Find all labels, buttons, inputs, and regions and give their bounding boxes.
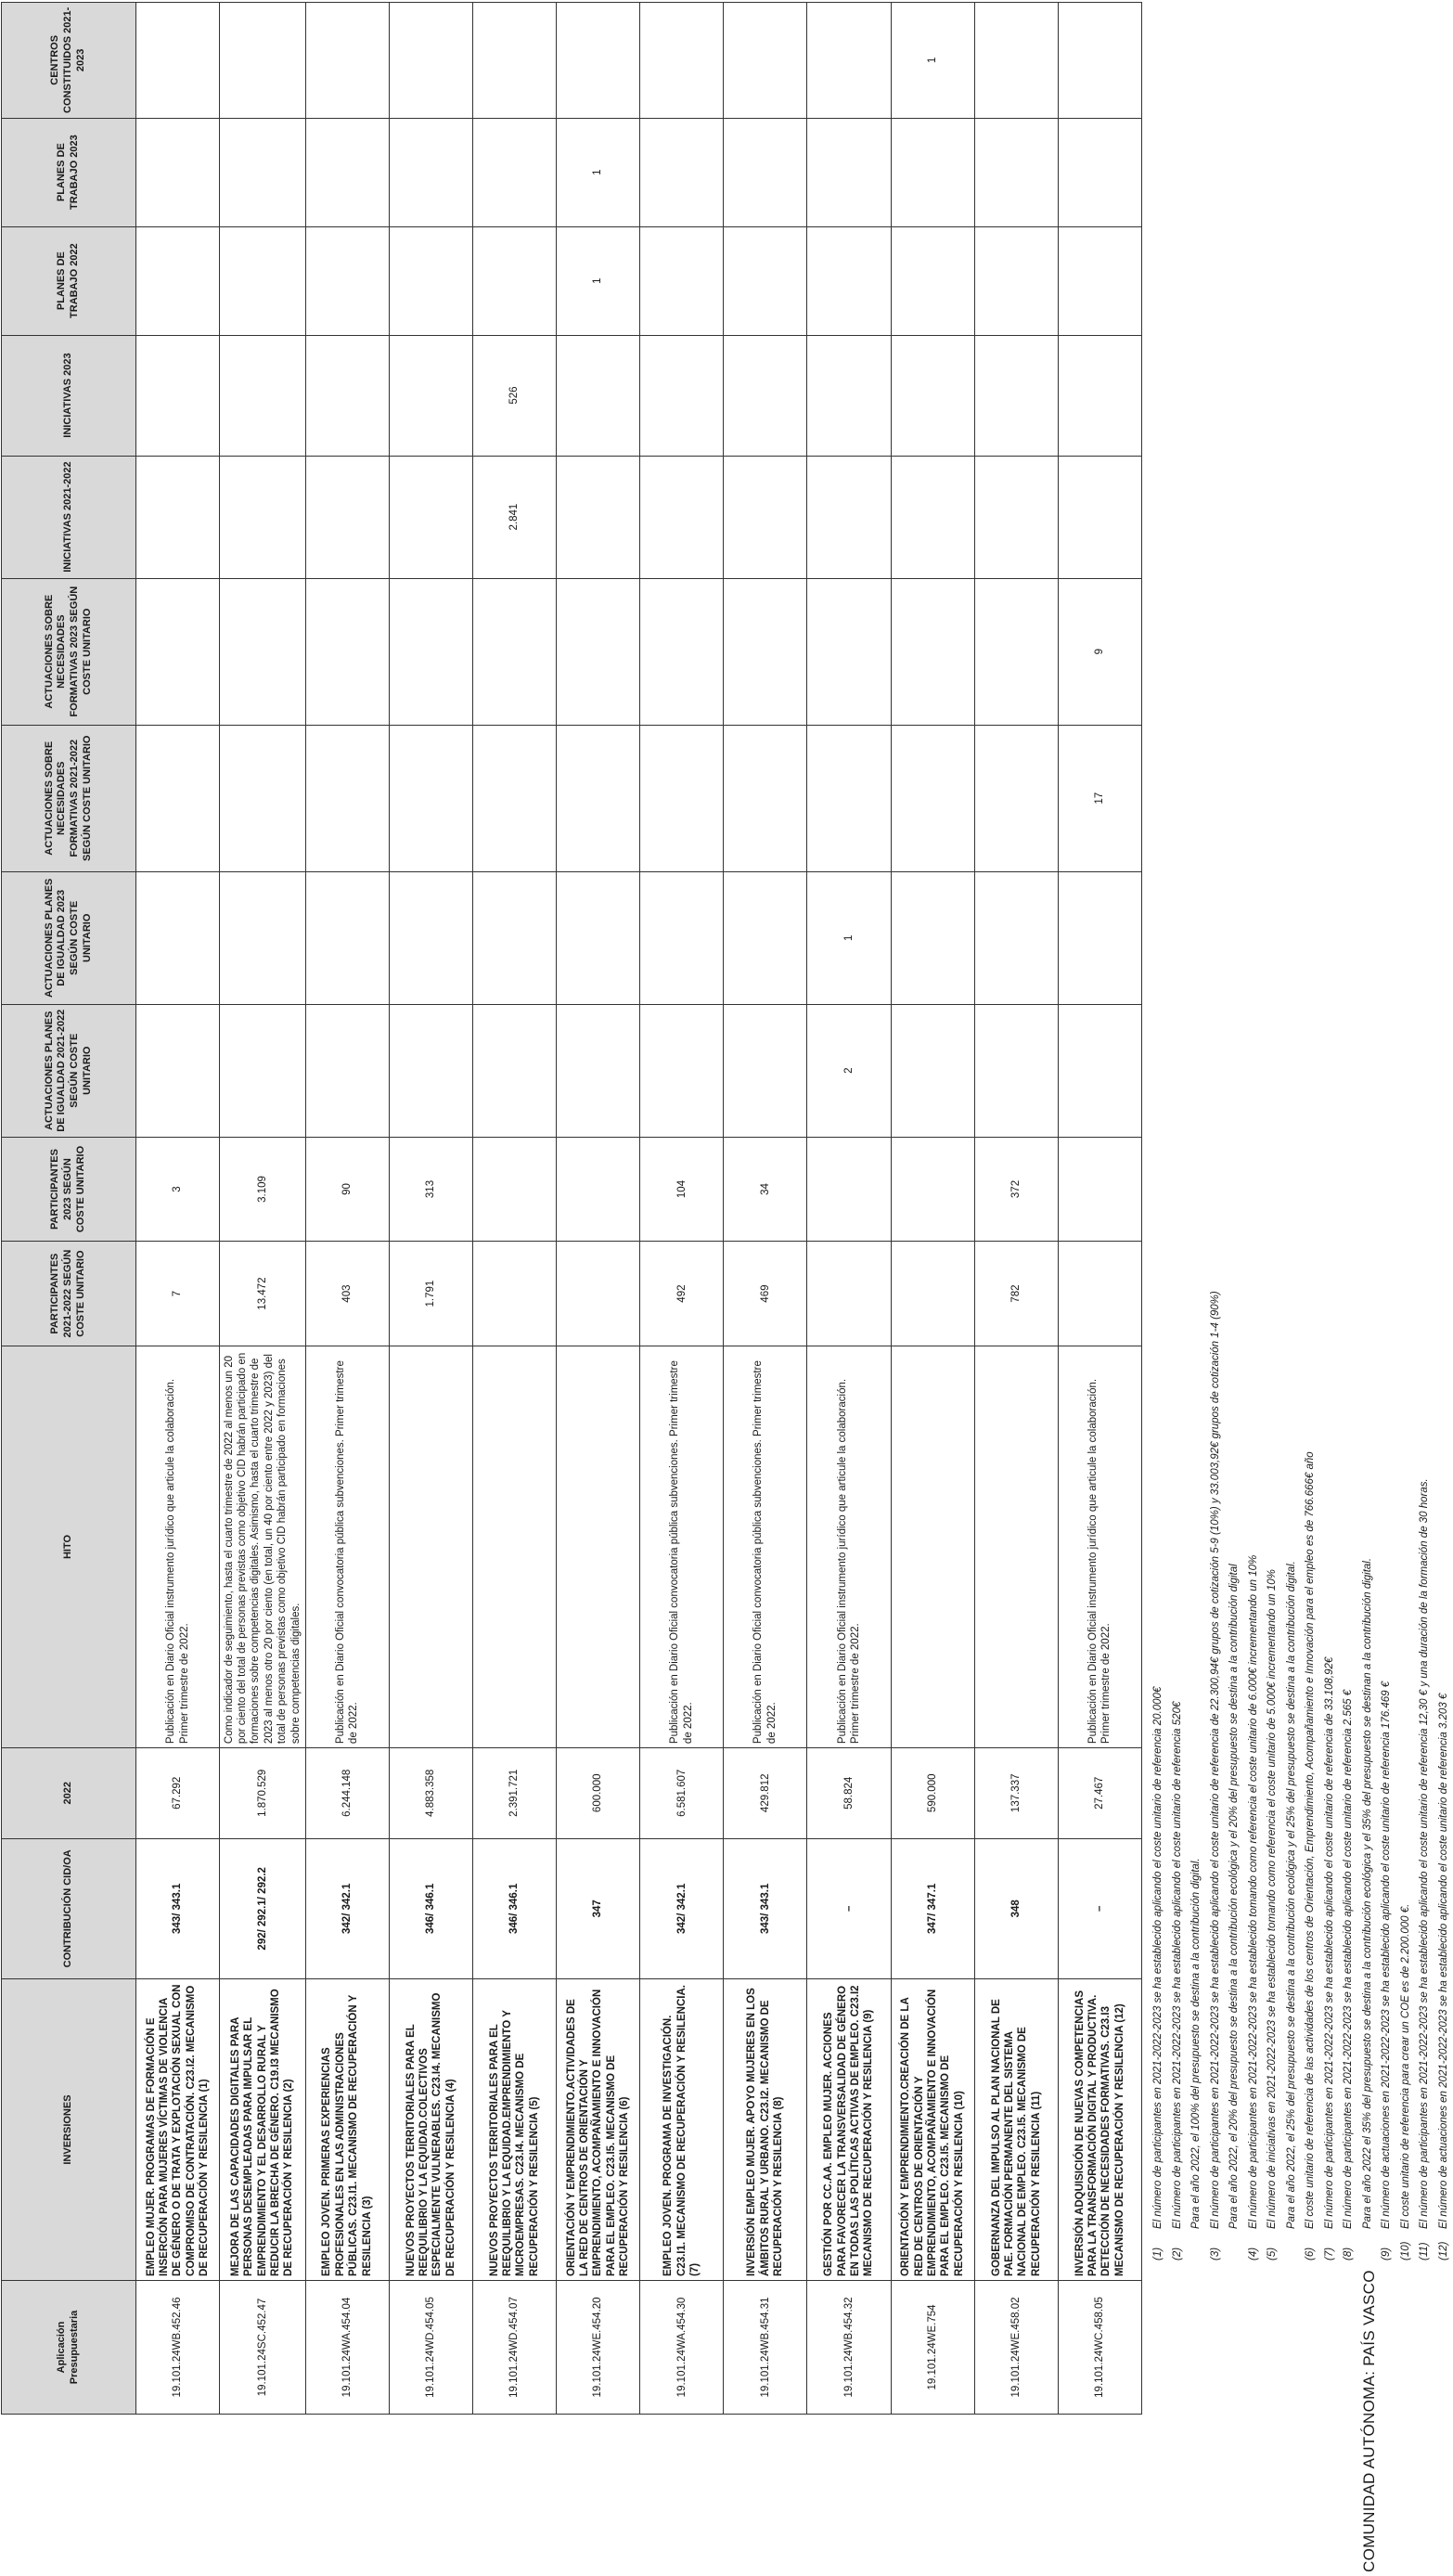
footnote-number bbox=[1358, 2229, 1378, 2260]
contribution-cell: 342/ 342.1 bbox=[640, 1838, 724, 1979]
footnote-number bbox=[1282, 2229, 1302, 2260]
contribution-cell: 347 bbox=[556, 1838, 639, 1979]
work-plans-2022-cell bbox=[891, 226, 974, 335]
equality-actions-2021-2022-cell: 2 bbox=[807, 1004, 891, 1137]
footnote-text: El número de participantes en 2021-2022-2023 se ha establecido aplicando el coste unitario de referencia de 33.108,92€ bbox=[1323, 1656, 1335, 2229]
footnote bbox=[1301, 33, 1320, 2260]
footnote bbox=[1358, 33, 1378, 2260]
participants-2021-2022-cell: 1.791 bbox=[389, 1242, 472, 1346]
header-cell: HITO bbox=[2, 1346, 136, 1747]
footnote bbox=[1320, 33, 1340, 2260]
initiatives-2021-2022-cell bbox=[305, 456, 389, 578]
footnote bbox=[1187, 33, 1206, 2260]
investment-cell: MEJORA DE LAS CAPACIDADES DIGITALES PARA PERSONAS DESEMPLEADAS PARA IMPULSAR EL EMPRENDIMIENTO Y EL DESARROLLO RURAL Y REDUCIR LA BRECHA DE GÉNERO. C19.I3 MECANISMO DE RECUPERACIÓN Y RESILENCIA (2) bbox=[220, 1979, 305, 2281]
footnote bbox=[1415, 33, 1434, 2260]
initiatives-2023-cell bbox=[891, 335, 974, 456]
centers-2021-2023-cell bbox=[724, 3, 807, 119]
work-plans-2023-cell: 1 bbox=[556, 118, 639, 226]
participants-2023-cell: 3.109 bbox=[220, 1137, 305, 1242]
milestone-cell bbox=[891, 1346, 974, 1747]
header-cell: PLANES DE TRABAJO 2023 bbox=[2, 118, 136, 226]
footnote-number: (11) bbox=[1419, 2242, 1430, 2260]
equality-actions-2023-cell bbox=[640, 871, 724, 1004]
work-plans-2023-cell bbox=[136, 118, 220, 226]
work-plans-2023-cell bbox=[1058, 118, 1141, 226]
initiatives-2021-2022-cell bbox=[1058, 456, 1141, 578]
work-plans-2023-cell bbox=[640, 118, 724, 226]
participants-2021-2022-cell: 469 bbox=[724, 1242, 807, 1346]
table-row bbox=[974, 3, 1058, 2415]
initiatives-2023-cell bbox=[220, 335, 305, 456]
equality-actions-2021-2022-cell bbox=[974, 1004, 1058, 1137]
milestone-cell bbox=[974, 1346, 1058, 1747]
work-plans-2022-cell: 1 bbox=[556, 226, 639, 335]
training-needs-2023-cell bbox=[807, 578, 891, 725]
training-needs-2023-cell bbox=[389, 578, 472, 725]
contribution-cell: – bbox=[1058, 1838, 1141, 1979]
training-needs-2021-2022-cell bbox=[974, 725, 1058, 871]
equality-actions-2021-2022-cell bbox=[220, 1004, 305, 1137]
work-plans-2022-cell bbox=[1058, 226, 1141, 335]
amount-2022-cell: 58.824 bbox=[807, 1748, 891, 1838]
footnote-number: (6) bbox=[1305, 2247, 1316, 2260]
initiatives-2021-2022-cell bbox=[136, 456, 220, 578]
training-needs-2023-cell bbox=[305, 578, 389, 725]
region-title: COMUNIDAD AUTÓNOMA: PAÍS VASCO bbox=[1360, 2270, 1378, 2572]
work-plans-2023-cell bbox=[389, 118, 472, 226]
training-needs-2023-cell bbox=[220, 578, 305, 725]
participants-2021-2022-cell: 7 bbox=[136, 1242, 220, 1346]
initiatives-2023-cell bbox=[305, 335, 389, 456]
initiatives-2021-2022-cell bbox=[807, 456, 891, 578]
training-needs-2023-cell bbox=[974, 578, 1058, 725]
training-needs-2021-2022-cell bbox=[220, 725, 305, 871]
work-plans-2022-cell bbox=[220, 226, 305, 335]
milestone-cell bbox=[389, 1346, 472, 1747]
budget-line-cell: 19.101.24WE.754 bbox=[891, 2280, 974, 2414]
training-needs-2021-2022-cell bbox=[136, 725, 220, 871]
footnote-number bbox=[1187, 2229, 1206, 2260]
equality-actions-2021-2022-cell bbox=[136, 1004, 220, 1137]
header-cell: ACTUACIONES SOBRE NECESIDADES FORMATIVAS 2021-2022 SEGÚN COSTE UNITARIO bbox=[2, 725, 136, 871]
participants-2021-2022-cell bbox=[1058, 1242, 1141, 1346]
work-plans-2023-cell bbox=[807, 118, 891, 226]
participants-2021-2022-cell: 782 bbox=[974, 1242, 1058, 1346]
initiatives-2023-cell bbox=[556, 335, 639, 456]
training-needs-2021-2022-cell bbox=[305, 725, 389, 871]
initiatives-2023-cell bbox=[389, 335, 472, 456]
footnote-number: (12) bbox=[1437, 2241, 1449, 2260]
budget-line-cell: 19.101.24WE.454.20 bbox=[556, 2280, 639, 2414]
participants-2023-cell: 372 bbox=[974, 1137, 1058, 1242]
footnote-text: El número de participantes en 2021-2022-2023 se ha establecido aplicando el coste unitario de referencia 20.000€ bbox=[1152, 1686, 1164, 2229]
budget-line-cell: 19.101.24WD.454.05 bbox=[389, 2280, 472, 2414]
amount-2022-cell: 137.337 bbox=[974, 1748, 1058, 1838]
header-cell: CONTRIBUCIÓN CID/OA bbox=[2, 1838, 136, 1979]
table-row bbox=[136, 3, 220, 2415]
amount-2022-cell: 590.000 bbox=[891, 1748, 974, 1838]
footnote bbox=[1263, 33, 1282, 2260]
participants-2021-2022-cell: 403 bbox=[305, 1242, 389, 1346]
centers-2021-2023-cell bbox=[136, 3, 220, 119]
work-plans-2023-cell bbox=[472, 118, 556, 226]
table-row bbox=[305, 3, 389, 2415]
initiatives-2021-2022-cell: 2.841 bbox=[472, 456, 556, 578]
contribution-cell: 342/ 342.1 bbox=[305, 1838, 389, 1979]
equality-actions-2021-2022-cell bbox=[1058, 1004, 1141, 1137]
milestone-cell: Publicación en Diario Oficial convocatoria pública subvenciones. Primer trimestre de 2022. bbox=[640, 1346, 724, 1747]
contribution-cell: 346/ 346.1 bbox=[472, 1838, 556, 1979]
table-row bbox=[1058, 3, 1141, 2415]
footnote-number: (9) bbox=[1381, 2247, 1392, 2260]
amount-2022-cell: 2.391.721 bbox=[472, 1748, 556, 1838]
milestone-cell: Como indicador de seguimiento, hasta el cuarto trimestre de 2022 al menos un 20 por ciento del total de personas previstas como objetivo CID habrán participado en formaciones sobre competencias digitales. Asimismo, hasta el cuarto trimestre de 2023 al menos otro 20 por ciento (en total, un 40 por ciento entre 2022 y 2023) del total de personas previstas como objetivo CID habrán participado en formaciones sobre competencias digitales. bbox=[220, 1346, 305, 1747]
centers-2021-2023-cell bbox=[220, 3, 305, 119]
table-row bbox=[640, 3, 724, 2415]
participants-2021-2022-cell bbox=[891, 1242, 974, 1346]
work-plans-2023-cell bbox=[891, 118, 974, 226]
work-plans-2022-cell bbox=[974, 226, 1058, 335]
participants-2023-cell: 3 bbox=[136, 1137, 220, 1242]
equality-actions-2021-2022-cell bbox=[891, 1004, 974, 1137]
table-row bbox=[556, 3, 639, 2415]
equality-actions-2023-cell bbox=[891, 871, 974, 1004]
equality-actions-2023-cell bbox=[220, 871, 305, 1004]
footnote bbox=[1244, 33, 1264, 2260]
equality-actions-2021-2022-cell bbox=[472, 1004, 556, 1137]
centers-2021-2023-cell bbox=[556, 3, 639, 119]
amount-2022-cell: 67.292 bbox=[136, 1748, 220, 1838]
footnote-text: Para el año 2022, el 25% del presupuesto se destina a la contribución ecológica y el 25% del presupuesto se destina a la contribución digital. bbox=[1285, 1561, 1297, 2229]
header-cell: CENTROS CONSTITUIDOS 2021-2023 bbox=[2, 3, 136, 119]
participants-2021-2022-cell: 13.472 bbox=[220, 1242, 305, 1346]
footnote bbox=[1396, 33, 1416, 2260]
investment-cell: EMPLEO JOVEN. PROGRAMA DE INVESTIGACIÓN. C23.I1. MECANISMO DE RECUPERACIÓN Y RESILENCIA. (7) bbox=[640, 1979, 724, 2281]
equality-actions-2021-2022-cell bbox=[305, 1004, 389, 1137]
footnotes bbox=[1149, 33, 1453, 2260]
footnote bbox=[1282, 33, 1302, 2260]
footnote-text: El número de participantes en 2021-2022-2023 se ha establecido tomando como referencia el coste unitario de 6.000€ incrementando un 10% bbox=[1247, 1554, 1259, 2229]
initiatives-2023-cell bbox=[136, 335, 220, 456]
footnote-number: (8) bbox=[1343, 2247, 1354, 2260]
header-cell: INICIATIVAS 2021-2022 bbox=[2, 456, 136, 578]
investment-cell: INVERSIÓN EMPLEO MUJER. APOYO MUJERES EN LOS ÁMBITOS RURAL Y URBANO. C23.I2. MECANISMO DE RECUPERACIÓN Y RESILENCIA (8) bbox=[724, 1979, 807, 2281]
participants-2023-cell bbox=[807, 1137, 891, 1242]
initiatives-2021-2022-cell bbox=[974, 456, 1058, 578]
header-cell: PLANES DE TRABAJO 2022 bbox=[2, 226, 136, 335]
centers-2021-2023-cell bbox=[974, 3, 1058, 119]
footnote-text: El número de participantes en 2021-2022-2023 se ha establecido aplicando el coste unitario de referencia 520€ bbox=[1171, 1701, 1183, 2229]
footnote-number: (5) bbox=[1267, 2247, 1278, 2260]
contribution-cell: 343/ 343.1 bbox=[724, 1838, 807, 1979]
header-cell: PARTICIPANTES 2023 SEGÚN COSTE UNITARIO bbox=[2, 1137, 136, 1242]
footnote-text: Para el año 2022, el 100% del presupuesto se destina a la contribución digital. bbox=[1190, 1858, 1202, 2229]
equality-actions-2023-cell bbox=[472, 871, 556, 1004]
initiatives-2023-cell bbox=[1058, 335, 1141, 456]
budget-line-cell: 19.101.24WC.458.05 bbox=[1058, 2280, 1141, 2414]
investment-cell: ORIENTACIÓN Y EMPRENDIMIENTO.CREACIÓN DE LA RED DE CENTROS DE ORIENTACIÓN Y EMPRENDIMIENTO, ACOMPAÑAMIENTO E INNOVACIÓN PARA EL EMPLEO. C23.I5. MECANISMO DE RECUPERACIÓN Y RESILENCIA (10) bbox=[891, 1979, 974, 2281]
equality-actions-2023-cell: 1 bbox=[807, 871, 891, 1004]
participants-2021-2022-cell bbox=[807, 1242, 891, 1346]
contribution-cell: 348 bbox=[974, 1838, 1058, 1979]
amount-2022-cell: 1.870.529 bbox=[220, 1748, 305, 1838]
milestone-cell: Publicación en Diario Oficial convocatoria pública subvenciones. Primer trimestre de 2022. bbox=[724, 1346, 807, 1747]
footnote-number: (10) bbox=[1399, 2241, 1411, 2260]
centers-2021-2023-cell bbox=[640, 3, 724, 119]
footnote bbox=[1225, 33, 1244, 2260]
header-cell: INICIATIVAS 2023 bbox=[2, 335, 136, 456]
initiatives-2023-cell: 526 bbox=[472, 335, 556, 456]
initiatives-2021-2022-cell bbox=[640, 456, 724, 578]
table-row bbox=[220, 3, 305, 2415]
contribution-cell: 343/ 343.1 bbox=[136, 1838, 220, 1979]
initiatives-2021-2022-cell bbox=[724, 456, 807, 578]
centers-2021-2023-cell bbox=[305, 3, 389, 119]
initiatives-2023-cell bbox=[974, 335, 1058, 456]
centers-2021-2023-cell bbox=[389, 3, 472, 119]
training-needs-2023-cell: 9 bbox=[1058, 578, 1141, 725]
footnote-text: Para el año 2022, el 20% del presupuesto se destina a la contribución ecológica y el 20% del presupuesto se destina a la contribución digital bbox=[1228, 1564, 1240, 2229]
equality-actions-2021-2022-cell bbox=[724, 1004, 807, 1137]
investment-cell: NUEVOS PROYECTOS TERRITORIALES PARA EL REEQUILIBRIO Y LA EQUIDAD.COLECTIVOS ESPECIALMENTE VULNERABLES. C23.I4. MECANISMO DE RECUPERACIÓN Y RESILENCIA (4) bbox=[389, 1979, 472, 2281]
participants-2021-2022-cell bbox=[556, 1242, 639, 1346]
participants-2023-cell: 90 bbox=[305, 1137, 389, 1242]
investment-cell: EMPLEO JOVEN. PRIMERAS EXPERIENCIAS PROFESIONALES EN LAS ADMINISTRACIONES PÚBLICAS. C23.I1. MECANISMO DE RECUPERACIÓN Y RESILENCIA (3) bbox=[305, 1979, 389, 2281]
equality-actions-2023-cell bbox=[724, 871, 807, 1004]
contribution-cell: 292/ 292.1/ 292.2 bbox=[220, 1838, 305, 1979]
footnote-text: Para el año 2022 el 35% del presupuesto se destina a la contribución ecológica y el 35% del presupuesto se destinan a la contribución digital. bbox=[1361, 1557, 1373, 2229]
footnote-text: El coste unitario de referencia de las actividades de los centros de Orientación, Emprendimiento, Acompañamiento e Innovación para el empleo es de 766.666€ año bbox=[1305, 1451, 1316, 2229]
work-plans-2022-cell bbox=[305, 226, 389, 335]
work-plans-2023-cell bbox=[220, 118, 305, 226]
work-plans-2022-cell bbox=[640, 226, 724, 335]
work-plans-2022-cell bbox=[472, 226, 556, 335]
table-row bbox=[891, 3, 974, 2415]
footnote-text: El número de participantes en 2021-2022-2023 se ha establecido aplicando el coste unitario de referencia de 22.300,94€ grupos de cotización 5-9 (10%) y 33.003,92€ grupos de cotización 1-4 (90%) bbox=[1209, 1291, 1221, 2229]
header-cell: INVERSIONES bbox=[2, 1979, 136, 2281]
budget-line-cell: 19.101.24WE.458.02 bbox=[974, 2280, 1058, 2414]
budget-line-cell: 19.101.24WA.454.04 bbox=[305, 2280, 389, 2414]
milestone-cell: Publicación en Diario Oficial instrumento jurídico que articule la colaboración. Primer trimestre de 2022. bbox=[1058, 1346, 1141, 1747]
training-needs-2021-2022-cell bbox=[807, 725, 891, 871]
training-needs-2023-cell bbox=[891, 578, 974, 725]
footnote bbox=[1339, 33, 1358, 2260]
footnote-number: (3) bbox=[1209, 2247, 1221, 2260]
footnote-text: El número de participantes en 2021-2022-2023 se ha establecido aplicando el coste unitario de referencia 2.565 € bbox=[1343, 1689, 1354, 2229]
header-cell: ACTUACIONES SOBRE NECESIDADES FORMATIVAS 2023 SEGÚN COSTE UNITARIO bbox=[2, 578, 136, 725]
header-cell: 2022 bbox=[2, 1748, 136, 1838]
amount-2022-cell: 4.883.358 bbox=[389, 1748, 472, 1838]
participants-2023-cell: 104 bbox=[640, 1137, 724, 1242]
budget-line-cell: 19.101.24WB.454.31 bbox=[724, 2280, 807, 2414]
participants-2023-cell: 34 bbox=[724, 1137, 807, 1242]
participants-2023-cell bbox=[472, 1137, 556, 1242]
work-plans-2023-cell bbox=[974, 118, 1058, 226]
participants-2021-2022-cell: 492 bbox=[640, 1242, 724, 1346]
milestone-cell: Publicación en Diario Oficial instrumento jurídico que articule la colaboración. Primer trimestre de 2022. bbox=[807, 1346, 891, 1747]
contribution-cell: – bbox=[807, 1838, 891, 1979]
budget-line-cell: 19.101.24WA.454.30 bbox=[640, 2280, 724, 2414]
participants-2021-2022-cell bbox=[472, 1242, 556, 1346]
equality-actions-2023-cell bbox=[556, 871, 639, 1004]
budget-table bbox=[1, 2, 1142, 2415]
equality-actions-2023-cell bbox=[389, 871, 472, 1004]
participants-2023-cell bbox=[891, 1137, 974, 1242]
equality-actions-2023-cell bbox=[305, 871, 389, 1004]
initiatives-2021-2022-cell bbox=[556, 456, 639, 578]
table-row bbox=[807, 3, 891, 2415]
footnote-number: (7) bbox=[1323, 2247, 1335, 2260]
participants-2023-cell bbox=[1058, 1137, 1141, 1242]
investment-cell: EMPLEO MUJER. PROGRAMAS DE FORMACIÓN E INSERCIÓN PARA MUJERES VÍCTIMAS DE VIOLENCIA DE GÉNERO O DE TRATA Y EXPLOTACIÓN SEXUAL CON COMPROMISO DE CONTRATACIÓN. C23.I2. MECANISMO DE RECUPERACIÓN Y RESILENCIA (1) bbox=[136, 1979, 220, 2281]
amount-2022-cell: 27.467 bbox=[1058, 1748, 1141, 1838]
milestone-cell bbox=[556, 1346, 639, 1747]
initiatives-2021-2022-cell bbox=[220, 456, 305, 578]
footnote-text: El número de actuaciones en 2021-2022-2023 se ha establecido aplicando el coste unitario de referencia 176.469 € bbox=[1381, 1681, 1392, 2229]
investment-cell: GESTIÓN POR CC.AA. EMPLEO MUJER. ACCIONES PARA FAVORECER LA TRANSVERSALIDAD DE GÉNERO EN TODAS LAS POLÍTICAS ACTIVAS DE EMPLEO. C23.I2 MECANISMO DE RECUPERACIÓN Y RESILENCIA (9) bbox=[807, 1979, 891, 2281]
equality-actions-2023-cell bbox=[1058, 871, 1141, 1004]
initiatives-2023-cell bbox=[724, 335, 807, 456]
work-plans-2022-cell bbox=[724, 226, 807, 335]
training-needs-2021-2022-cell bbox=[640, 725, 724, 871]
footnote-number bbox=[1225, 2229, 1244, 2260]
header-cell: PARTICIPANTES 2021-2022 SEGÚN COSTE UNITARIO bbox=[2, 1242, 136, 1346]
footnote-text: El número de participantes en 2021-2022-2023 se ha establecido aplicando el coste unitario de referencia 12,30 € y una duración de la formación de 30 horas. bbox=[1419, 1478, 1430, 2229]
work-plans-2023-cell bbox=[305, 118, 389, 226]
training-needs-2023-cell bbox=[136, 578, 220, 725]
footnote-text: El coste unitario de referencia para crear un COE es de 2.200.000 €. bbox=[1399, 1903, 1411, 2229]
training-needs-2021-2022-cell bbox=[891, 725, 974, 871]
equality-actions-2023-cell bbox=[974, 871, 1058, 1004]
participants-2023-cell: 313 bbox=[389, 1137, 472, 1242]
centers-2021-2023-cell: 1 bbox=[891, 3, 974, 119]
initiatives-2023-cell bbox=[807, 335, 891, 456]
budget-line-cell: 19.101.24WB.452.46 bbox=[136, 2280, 220, 2414]
investment-cell: INVERSIÓN ADQUISICIÓN DE NUEVAS COMPETENCIAS PARA LA TRANSFORMACIÓN DIGITAL Y PRODUCTIVA. DETECCIÓN DE NECESIDADES FORMATIVAS. C23.I3 MECANISMO DE RECUPERACIÓN Y RESILENCIA (12) bbox=[1058, 1979, 1141, 2281]
footnote-number: (2) bbox=[1171, 2247, 1183, 2260]
work-plans-2022-cell bbox=[807, 226, 891, 335]
footnote-text: El número de iniciativas en 2021-2022-2023 se ha establecido tomando como referencia el coste unitario de 5.000€ incrementando un 10% bbox=[1267, 1569, 1278, 2229]
footnote bbox=[1206, 33, 1226, 2260]
training-needs-2023-cell bbox=[472, 578, 556, 725]
contribution-cell: 346/ 346.1 bbox=[389, 1838, 472, 1979]
initiatives-2023-cell bbox=[640, 335, 724, 456]
footnote bbox=[1168, 33, 1188, 2260]
training-needs-2021-2022-cell bbox=[556, 725, 639, 871]
milestone-cell: Publicación en Diario Oficial convocatoria pública subvenciones. Primer trimestre de 2022. bbox=[305, 1346, 389, 1747]
equality-actions-2023-cell bbox=[136, 871, 220, 1004]
table-row bbox=[472, 3, 556, 2415]
budget-line-cell: 19.101.24WB.454.32 bbox=[807, 2280, 891, 2414]
initiatives-2021-2022-cell bbox=[891, 456, 974, 578]
training-needs-2021-2022-cell bbox=[472, 725, 556, 871]
footnote-text: El número de actuaciones en 2021-2022-2023 se ha establecido aplicando el coste unitario de referencia 3.203 € bbox=[1437, 1693, 1449, 2229]
footnote bbox=[1377, 33, 1396, 2260]
work-plans-2023-cell bbox=[724, 118, 807, 226]
milestone-cell: Publicación en Diario Oficial instrumento jurídico que articule la colaboración. Primer trimestre de 2022. bbox=[136, 1346, 220, 1747]
work-plans-2022-cell bbox=[136, 226, 220, 335]
training-needs-2021-2022-cell: 17 bbox=[1058, 725, 1141, 871]
amount-2022-cell: 429.812 bbox=[724, 1748, 807, 1838]
footnote-number: (4) bbox=[1247, 2247, 1259, 2260]
header-cell: ACTUACIONES PLANES DE IGUALDAD 2023 SEGÚN COSTE UNITARIO bbox=[2, 871, 136, 1004]
amount-2022-cell: 6.581.607 bbox=[640, 1748, 724, 1838]
equality-actions-2021-2022-cell bbox=[640, 1004, 724, 1137]
table-row bbox=[389, 3, 472, 2415]
budget-line-cell: 19.101.24WD.454.07 bbox=[472, 2280, 556, 2414]
header-cell: Aplicación Presupuestaria bbox=[2, 2280, 136, 2414]
footnote bbox=[1434, 33, 1453, 2260]
equality-actions-2021-2022-cell bbox=[389, 1004, 472, 1137]
training-needs-2021-2022-cell bbox=[389, 725, 472, 871]
initiatives-2021-2022-cell bbox=[389, 456, 472, 578]
contribution-cell: 347/ 347.1 bbox=[891, 1838, 974, 1979]
equality-actions-2021-2022-cell bbox=[556, 1004, 639, 1137]
investment-cell: NUEVOS PROYECTOS TERRITORIALES PARA EL REEQUILIBRIO Y LA EQUIDAD.EMPRENDIMIENTO Y MICROEMPRESAS. C23.I4. MECANISMO DE RECUPERACIÓN Y RESILENCIA (5) bbox=[472, 1979, 556, 2281]
investment-cell: ORIENTACIÓN Y EMPRENDIMIENTO.ACTIVIDADES DE LA RED DE CENTROS DE ORIENTACIÓN Y EMPRENDIMIENTO, ACOMPAÑAMIENTO E INNOVACIÓN PARA EL EMPLEO. C23.I5. MECANISMO DE RECUPERACIÓN Y RESILENCIA (6) bbox=[556, 1979, 639, 2281]
budget-line-cell: 19.101.24SC.452.47 bbox=[220, 2280, 305, 2414]
header-row bbox=[2, 3, 136, 2415]
training-needs-2021-2022-cell bbox=[724, 725, 807, 871]
work-plans-2022-cell bbox=[389, 226, 472, 335]
centers-2021-2023-cell bbox=[1058, 3, 1141, 119]
milestone-cell bbox=[472, 1346, 556, 1747]
training-needs-2023-cell bbox=[640, 578, 724, 725]
footnote bbox=[1149, 33, 1168, 2260]
amount-2022-cell: 6.244.148 bbox=[305, 1748, 389, 1838]
table-row bbox=[724, 3, 807, 2415]
centers-2021-2023-cell bbox=[472, 3, 556, 119]
training-needs-2023-cell bbox=[556, 578, 639, 725]
investment-cell: GOBERNANZA DEL IMPULSO AL PLAN NACIONAL DE PAE. FORMACIÓN PERMANENTE DEL SISTEMA NACIONAL DE EMPLEO. C23.I5. MECANISMO DE RECUPERACIÓN Y RESILENCIA (11) bbox=[974, 1979, 1058, 2281]
training-needs-2023-cell bbox=[724, 578, 807, 725]
header-cell: ACTUACIONES PLANES DE IGUALDAD 2021-2022 SEGÚN COSTE UNITARIO bbox=[2, 1004, 136, 1137]
centers-2021-2023-cell bbox=[807, 3, 891, 119]
participants-2023-cell bbox=[556, 1137, 639, 1242]
footnote-number: (1) bbox=[1152, 2247, 1164, 2260]
amount-2022-cell: 600.000 bbox=[556, 1748, 639, 1838]
